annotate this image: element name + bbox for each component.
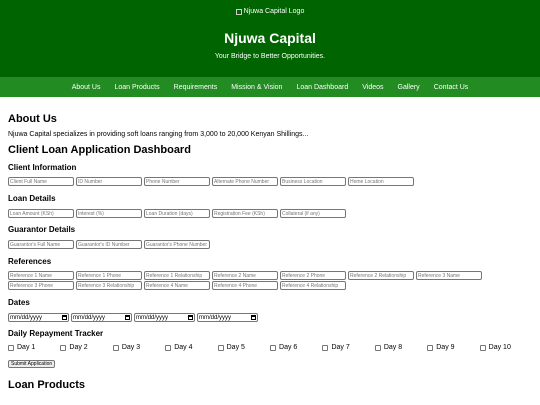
day-3-item[interactable] — [113, 344, 165, 351]
day-7-checkbox[interactable] — [322, 345, 328, 351]
date-field-2[interactable] — [71, 313, 132, 322]
guarantor-heading: Guarantor Details — [8, 225, 76, 234]
nav-gallery[interactable]: Gallery — [397, 83, 420, 91]
reference-3-relationship-field[interactable]: Reference 3 Relationship — [76, 281, 142, 290]
reference-1-phone-field[interactable]: Reference 1 Phone — [76, 271, 142, 280]
day-7-label: Day 7 — [331, 344, 350, 351]
day-10-item[interactable] — [480, 344, 532, 351]
dashboard-heading: Client Loan Application Dashboard — [8, 144, 191, 156]
reference-2-relationship-field[interactable]: Reference 2 Relationship — [348, 271, 414, 280]
reference-4-name-field[interactable]: Reference 4 Name — [144, 281, 210, 290]
day-8-label: Day 8 — [383, 344, 403, 351]
day-3-checkbox[interactable] — [113, 345, 119, 351]
nav-loan-dashboard[interactable]: Loan Dashboard — [296, 83, 349, 91]
date-field-2-value: mm/dd/yyyy — [73, 314, 106, 321]
site-header — [0, 0, 540, 77]
guarantor-name-field[interactable]: Guarantor's Full Name — [8, 240, 74, 249]
reference-1-name-field[interactable]: Reference 1 Name — [8, 271, 74, 280]
submit-application-button[interactable]: Submit Application — [8, 360, 55, 368]
main-content — [0, 113, 540, 391]
nav-videos[interactable]: Videos — [362, 83, 384, 91]
date-field-3[interactable] — [134, 313, 195, 322]
logo-alt-text: Njuwa Capital Logo — [243, 8, 305, 15]
id-number-field[interactable]: ID Number — [76, 177, 142, 186]
collateral-field[interactable]: Collateral (if any) — [280, 209, 346, 218]
tagline: Your Bridge to Better Opportunities. — [214, 53, 326, 60]
day-4-checkbox[interactable] — [165, 345, 171, 351]
interest-field[interactable]: Interest (%) — [76, 209, 142, 218]
date-field-1-value: mm/dd/yyyy — [10, 314, 43, 321]
client-info-fields — [8, 177, 532, 186]
references-heading: References — [8, 257, 52, 266]
day-8-checkbox[interactable] — [375, 345, 381, 351]
day-6-item[interactable] — [270, 344, 322, 351]
day-6-checkbox[interactable] — [270, 345, 276, 351]
day-10-checkbox[interactable] — [480, 345, 486, 351]
day-1-label: Day 1 — [17, 344, 36, 351]
date-field-1[interactable] — [8, 313, 69, 322]
alternate-phone-field[interactable]: Alternate Phone Number — [212, 177, 278, 186]
reference-3-name-field[interactable]: Reference 3 Name — [416, 271, 482, 280]
references-fields — [8, 271, 532, 290]
home-location-field[interactable]: Home Location — [348, 177, 414, 186]
registration-fee-field[interactable]: Registration Fee (KSh) — [212, 209, 278, 218]
about-heading: About Us — [8, 113, 57, 125]
calendar-icon[interactable] — [251, 315, 256, 320]
day-10-label: Day 10 — [488, 344, 511, 351]
calendar-icon[interactable] — [188, 315, 193, 320]
reference-4-relationship-field[interactable]: Reference 4 Relationship — [280, 281, 346, 290]
calendar-icon[interactable] — [62, 315, 67, 320]
day-1-item[interactable] — [8, 344, 60, 351]
day-1-checkbox[interactable] — [8, 345, 14, 351]
guarantor-fields — [8, 240, 532, 249]
business-location-field[interactable]: Business Location — [280, 177, 346, 186]
guarantor-id-field[interactable]: Guarantor's ID Number — [76, 240, 142, 249]
reference-2-phone-field[interactable]: Reference 2 Phone — [280, 271, 346, 280]
day-8-item[interactable] — [375, 344, 427, 351]
client-info-heading: Client Information — [8, 163, 77, 172]
logo — [0, 8, 540, 15]
nav-mission-vision[interactable]: Mission & Vision — [231, 83, 283, 91]
date-field-4-value: mm/dd/yyyy — [199, 314, 232, 321]
day-9-checkbox[interactable] — [427, 345, 433, 351]
day-5-checkbox[interactable] — [218, 345, 224, 351]
site-title: Njuwa Capital — [224, 30, 316, 46]
main-nav — [0, 77, 540, 97]
loan-amount-field[interactable]: Loan Amount (KSh) — [8, 209, 74, 218]
client-full-name-field[interactable]: Client Full Name — [8, 177, 74, 186]
reference-2-name-field[interactable]: Reference 2 Name — [212, 271, 278, 280]
day-2-label: Day 2 — [69, 344, 88, 351]
dates-fields — [8, 313, 532, 322]
nav-loan-products[interactable]: Loan Products — [114, 83, 160, 91]
reference-1-relationship-field[interactable]: Reference 1 Relationship — [144, 271, 210, 280]
loan-duration-field[interactable]: Loan Duration (days) — [144, 209, 210, 218]
nav-about-us[interactable]: About Us — [71, 83, 101, 91]
day-2-checkbox[interactable] — [60, 345, 66, 351]
day-9-item[interactable] — [427, 344, 479, 351]
tracker-days — [8, 344, 532, 351]
nav-contact-us[interactable]: Contact Us — [433, 83, 469, 91]
day-3-label: Day 3 — [121, 344, 141, 351]
tracker-heading: Daily Repayment Tracker — [8, 329, 104, 338]
day-5-item[interactable] — [218, 344, 270, 351]
calendar-icon[interactable] — [125, 315, 130, 320]
guarantor-phone-field[interactable]: Guarantor's Phone Number — [144, 240, 210, 249]
day-2-item[interactable] — [60, 344, 112, 351]
broken-image-icon — [236, 9, 242, 15]
date-field-3-value: mm/dd/yyyy — [136, 314, 169, 321]
dates-heading: Dates — [8, 298, 30, 307]
loan-details-heading: Loan Details — [8, 194, 56, 203]
day-7-item[interactable] — [322, 344, 374, 351]
nav-requirements[interactable]: Requirements — [173, 83, 218, 91]
date-field-4[interactable] — [197, 313, 258, 322]
about-text: Njuwa Capital specializes in providing soft loans ranging from 3,000 to 20,000 Kenyan Shillings... — [8, 131, 309, 138]
day-4-label: Day 4 — [174, 344, 193, 351]
day-9-label: Day 9 — [436, 344, 455, 351]
day-6-label: Day 6 — [279, 344, 298, 351]
day-5-label: Day 5 — [226, 344, 245, 351]
day-4-item[interactable] — [165, 344, 217, 351]
phone-number-field[interactable]: Phone Number — [144, 177, 210, 186]
loan-details-fields — [8, 209, 532, 218]
loan-products-heading: Loan Products — [8, 379, 86, 391]
reference-3-phone-field[interactable]: Reference 3 Phone — [8, 281, 74, 290]
reference-4-phone-field[interactable]: Reference 4 Phone — [212, 281, 278, 290]
